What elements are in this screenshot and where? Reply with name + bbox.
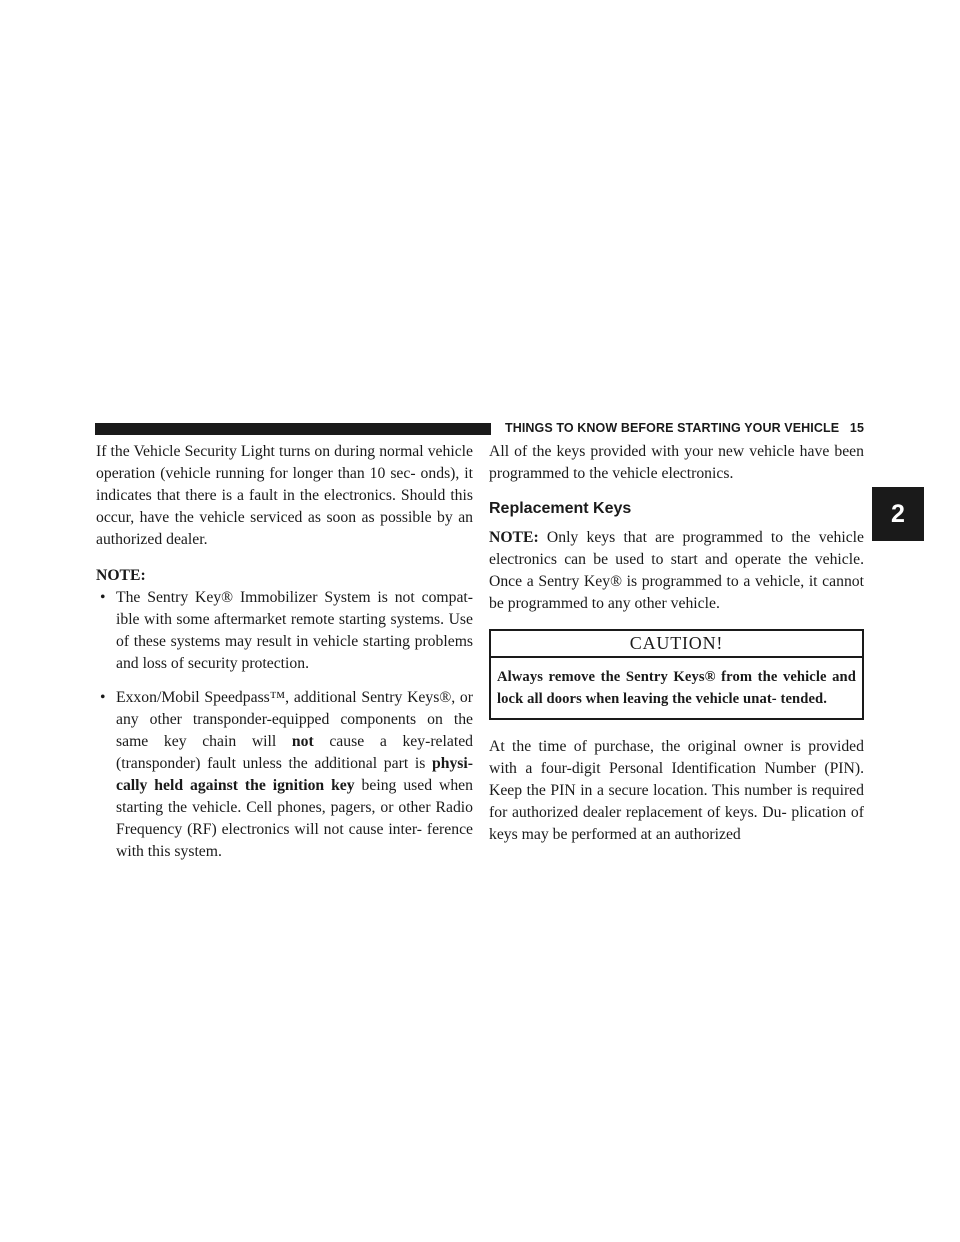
note-list (96, 587, 473, 863)
pin-paragraph: At the time of purchase, the original owner is provided with a four-digit Personal Identification Number (PIN). Keep the PIN in a secure location. This number is required for authorized dealer replacement of keys. Du- plication of keys may be performed at an authorized (489, 738, 864, 843)
emphasis-physically-held: physi- cally held against the ignition key (116, 755, 473, 794)
list-item (96, 587, 473, 675)
header-rule (95, 423, 491, 435)
caution-title: CAUTION! (491, 631, 862, 658)
intro-paragraph: If the Vehicle Security Light turns on during normal vehicle operation (vehicle running for longer than 10 sec- onds), it indicates that there is a fault in the electronics. Should this occur, have the vehicle serviced as soon as possible by an authorized dealer. (96, 443, 473, 548)
bullet-icon: • (100, 589, 106, 606)
bullet-icon: • (100, 689, 106, 706)
page-header (502, 418, 864, 438)
bullet-text: Exxon/Mobil Speedpass™, additional Sentry Keys®, or any other transponder-equipped components on the same key chain will not cause a key-related (transponder) fault unless the additional part is physi- cally held against the ignition key being used when starting the vehicle. Cell phones, pagers, or other Radio Frequency (RF) electronics will not cause inter- ference with this system. (116, 689, 473, 860)
note-label: NOTE: (489, 529, 539, 546)
header-section-title: THINGS TO KNOW BEFORE STARTING YOUR VEHICLE (504, 421, 840, 435)
note-label: NOTE: (96, 567, 146, 584)
list-item (96, 687, 473, 863)
page-number: 15 (849, 421, 864, 435)
emphasis-not: not (291, 733, 314, 750)
replacement-keys-heading: Replacement Keys (489, 500, 632, 517)
caution-box (489, 629, 864, 720)
left-column (96, 441, 473, 863)
keys-programmed-paragraph: All of the keys provided with your new vehicle have been programmed to the vehicle electronics. (489, 443, 864, 482)
chapter-tab: 2 (872, 487, 924, 541)
note-paragraph: NOTE: Only keys that are programmed to the vehicle electronics can be used to start and operate the vehicle. Once a Sentry Key® is programmed to a vehicle, it cannot be programmed to any other vehicle. (489, 529, 864, 612)
caution-text: Always remove the Sentry Keys® from the vehicle and lock all doors when leaving the vehicle unat- tended. (497, 669, 856, 707)
right-column (489, 441, 864, 846)
bullet-text: The Sentry Key® Immobilizer System is not compat- ible with some aftermarket remote starting systems. Use of these systems may result in vehicle starting problems and loss of security protection. (116, 589, 473, 672)
